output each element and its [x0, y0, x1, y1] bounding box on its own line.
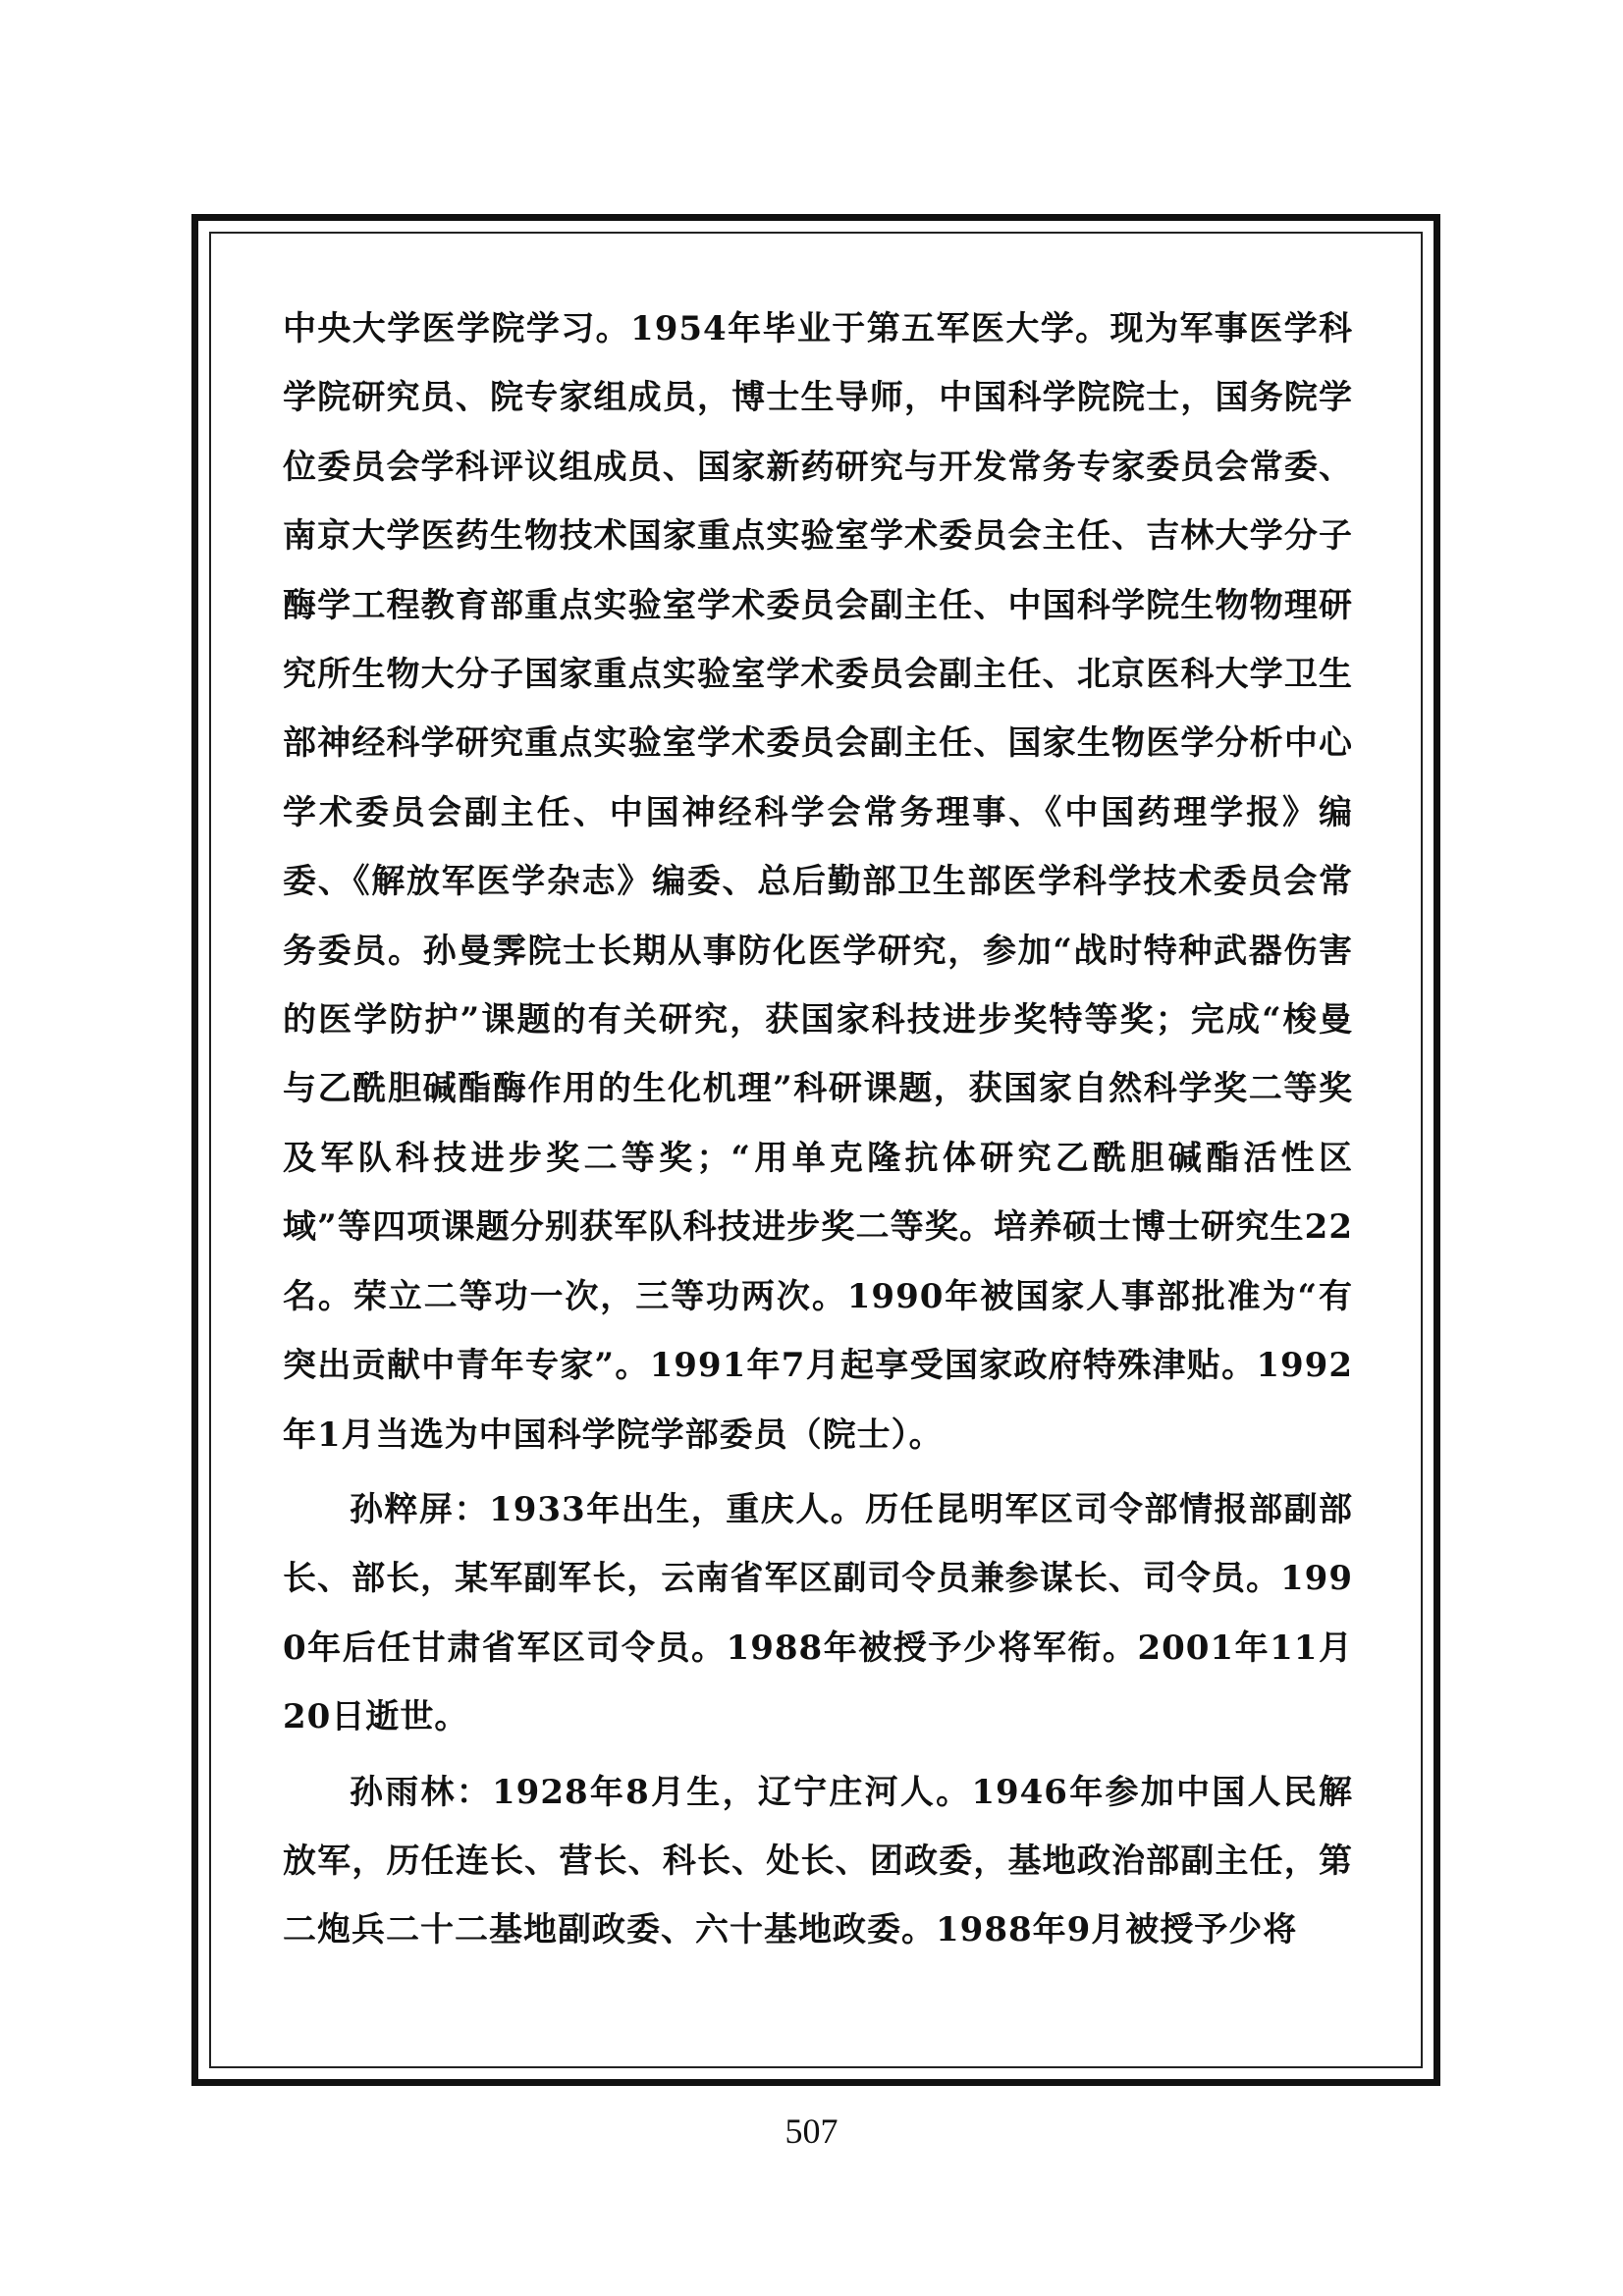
- page-number: 507: [784, 2111, 839, 2151]
- paragraph-sun-yulin: 孙雨林：1928年8月生，辽宁庄河人。1946年参加中国人民解放军，历任连长、营长、科长、处长、团政委，基地政治部副主任，第二炮兵二十二基地副政委、六十基地政委。1988年9月被授予少将: [283, 1772, 1353, 1950]
- paragraph-sun-manji: 中央大学医学院学习。1954年毕业于第五军医大学。现为军事医学科学院研究员、院专家组成员，博士生导师，中国科学院院士，国务院学位委员会学科评议组成员、国家新药研究与开发常务专家委员会常委、南京大学医药生物技术国家重点实验室学术委员会主任、吉林大学分子酶学工程教育部重点实验室学术委员会副主任、中国科学院生物物理研究所生物大分子国家重点实验室学术委员会副主任、北京医科大学卫生部神经科学研究重点实验室学术委员会副主任、国家生物医学分析中心学术委员会副主任、中国神经科学会常务理事、《中国药理学报》编委、《解放军医学杂志》编委、总后勤部卫生部医学科学技术委员会常务委员。孙曼霁院士长期从事防化医学研究，参加“战时特种武器伤害的医学防护”课题的有关研究，获国家科技进步奖特等奖；完成“梭曼与乙酰胆碱酯酶作用的生化机理”科研课题，获国家自然科学奖二等奖及军队科技进步奖二等奖；“用单克隆抗体研究乙酰胆碱酯活性区域”等四项课题分别获军队科技进步奖二等奖。培养硕士博士研究生22名。荣立二等功一次，三等功两次。1990年被国家人事部批准为“有突出贡献中青年专家”。1991年7月起享受国家政府特殊津贴。1992年1月当选为中国科学院学部委员（院士）。: [283, 309, 1353, 1455]
- paragraph-sun-cuiping: 孙粹屏：1933年出生，重庆人。历任昆明军区司令部情报部副部长、部长，某军副军长，云南省军区副司令员兼参谋长、司令员。1990年后任甘肃省军区司令员。1988年被授予少将军衔。2001年11月20日逝世。: [283, 1489, 1353, 1737]
- body-text: [283, 294, 1353, 1965]
